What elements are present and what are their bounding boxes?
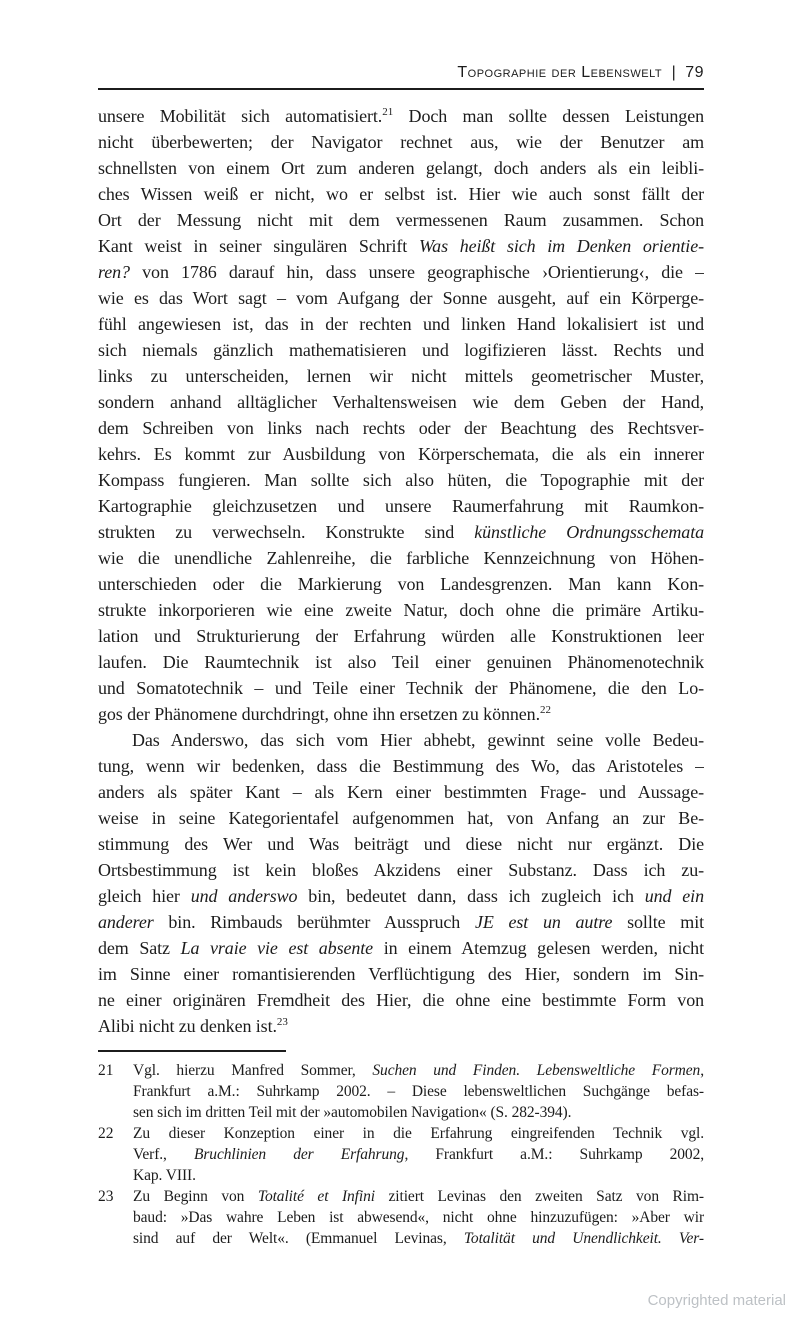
text-line: lation und Strukturierung der Erfahrung würden alle Konstruktionen leer xyxy=(98,626,704,646)
text-line: ne einer originären Fremdheit des Hier, die ohne eine bestimmte Form von xyxy=(98,990,704,1010)
text-line: ches Wissen weiß er nicht, wo er selbst ist. Hier wie auch sonst fällt der xyxy=(98,184,704,204)
text-line: anderer bin. Rimbauds berühmter Ausspruch JE est un autre sollte mit xyxy=(98,912,704,932)
header-separator-bar: | xyxy=(671,64,676,81)
paragraph xyxy=(98,727,704,1039)
text-line: kehrs. Es kommt zur Ausbildung von Körperschemata, die als ein innerer xyxy=(98,444,704,464)
text-line: Zu dieser Konzeption einer in die Erfahrung eingreifenden Technik vgl. xyxy=(133,1125,704,1142)
italic-text: und ein xyxy=(644,886,704,906)
footnotes xyxy=(98,1060,704,1249)
text-line: Das Anderswo, das sich vom Hier abhebt, gewinnt seine volle Bedeu- xyxy=(132,730,704,750)
text-line: Kant weist in seiner singulären Schrift Was heißt sich im Denken orientie- xyxy=(98,236,704,256)
text-line: strukten zu verwechseln. Konstrukte sind künstliche Ordnungsschemata xyxy=(98,522,704,542)
text-line: laufen. Die Raumtechnik ist also Teil einer genuinen Phänomenotechnik xyxy=(98,652,704,672)
text-line: Kap. VIII. xyxy=(133,1167,196,1184)
footnote xyxy=(98,1123,704,1186)
text-line: wie die unendliche Zahlenreihe, die farbliche Kennzeichnung von Höhen- xyxy=(98,548,704,568)
italic-text: La vraie vie est absente xyxy=(180,938,374,958)
footnote xyxy=(98,1186,704,1249)
italic-text: Suchen und Finden. Lebensweltliche Formen xyxy=(372,1062,701,1079)
text-line: nicht überbewerten; der Navigator rechnet aus, wie der Benutzer am xyxy=(98,132,704,152)
text-line: schnellsten von einem Ort zum anderen gelangt, doch anders als ein leibli- xyxy=(98,158,704,178)
running-header xyxy=(98,64,704,90)
footnote-number: 23 xyxy=(98,1188,114,1205)
page-number: 79 xyxy=(685,64,704,81)
text-line: Alibi nicht zu denken ist.$^{23}$ xyxy=(98,1016,288,1036)
italic-text: künstliche Ordnungsschemata xyxy=(474,522,704,542)
footnote xyxy=(98,1060,704,1123)
text-line: Kompass fungieren. Man sollte sich also hüten, die Topographie mit der xyxy=(98,470,704,490)
text-line: tung, wenn wir bedenken, dass die Bestimmung des Wo, das Aristoteles – xyxy=(98,756,704,776)
text-line: Frankfurt a.M.: Suhrkamp 2002. – Diese lebensweltlichen Suchgänge befas- xyxy=(133,1083,704,1100)
footnote-reference: 22 xyxy=(539,704,551,716)
text-line: strukte inkorporieren wie eine zweite Natur, doch ohne die primäre Artiku- xyxy=(98,600,704,620)
text-line: sondern anhand alltäglicher Verhaltensweisen wie dem Geben der Hand, xyxy=(98,392,704,412)
text-line: sich niemals gänzlich mathematisieren und logifizieren lässt. Rechts und xyxy=(98,340,704,360)
italic-text: Totalität und Unendlichkeit. Ver- xyxy=(463,1230,704,1247)
text-line: Ortsbestimmung ist kein bloßes Akzidens einer Substanz. Dass ich zu- xyxy=(98,860,704,880)
text-line: anders als später Kant – als Kern einer bestimmten Frage- und Aussage- xyxy=(98,782,704,802)
text-line: ren? von 1786 darauf hin, dass unsere geographische ›Orientierung‹, die – xyxy=(98,262,704,282)
footnote-reference: 21 xyxy=(382,106,394,118)
text-line: Kartographie gleichzusetzen und unsere Raumerfahrung mit Raumkon- xyxy=(98,496,704,516)
text-line: stimmung des Wer und Was beiträgt und diese nicht nur ergänzt. Die xyxy=(98,834,704,854)
text-line: Zu Beginn von Totalité et Infini zitiert Levinas den zweiten Satz von Rim- xyxy=(133,1188,704,1205)
body-text xyxy=(98,103,704,1039)
text-line: dem Schreiben von links nach rechts oder der Beachtung des Rechtsver- xyxy=(98,418,704,438)
italic-text: anderer xyxy=(98,912,154,932)
text-line: dem Satz La vraie vie est absente in einem Atemzug gelesen werden, nicht xyxy=(98,938,704,958)
copyright-watermark: Copyrighted material xyxy=(647,1292,786,1309)
italic-text: und anderswo xyxy=(190,886,298,906)
footnote-separator-rule xyxy=(98,1050,286,1052)
italic-text: Was heißt sich im Denken orientie- xyxy=(418,236,704,256)
running-header-title: Topographie der Lebenswelt xyxy=(457,64,663,81)
text-line: wie es das Wort sagt – vom Aufgang der Sonne ausgeht, auf ein Körperge- xyxy=(98,288,704,308)
footnote-number: 21 xyxy=(98,1062,114,1079)
text-line: im Sinne einer romantisierenden Verflüchtigung des Hier, sondern im Sin- xyxy=(98,964,704,984)
italic-text: Totalité et Infini xyxy=(257,1188,375,1205)
italic-text: ren? xyxy=(98,262,130,282)
text-line: gleich hier und anderswo bin, bedeutet dann, dass ich zugleich ich und ein xyxy=(98,886,704,906)
text-line: sen sich im dritten Teil mit der »automobilen Navigation« (S. 282-394). xyxy=(133,1104,572,1121)
text-line: unterschieden oder die Markierung von Landesgrenzen. Man kann Kon- xyxy=(98,574,704,594)
paragraph xyxy=(98,103,704,727)
text-line: gos der Phänomene durchdringt, ohne ihn ersetzen zu können.$^{22}$ xyxy=(98,704,551,724)
footnote-number: 22 xyxy=(98,1125,114,1142)
text-line: unsere Mobilität sich automatisiert.$^{21}$ Doch man sollte dessen Leistungen xyxy=(98,106,704,126)
text-line: Vgl. hierzu Manfred Sommer, Suchen und Finden. Lebensweltliche Formen, xyxy=(133,1062,704,1079)
italic-text: Bruchlinien der Erfahrung xyxy=(194,1146,405,1163)
italic-text: JE est un autre xyxy=(474,912,613,932)
text-line: Verf., Bruchlinien der Erfahrung, Frankfurt a.M.: Suhrkamp 2002, xyxy=(133,1146,704,1163)
text-line: sind auf der Welt«. (Emmanuel Levinas, Totalität und Unendlichkeit. Ver- xyxy=(133,1230,704,1247)
text-line: und Somatotechnik – und Teile einer Technik der Phänomene, die den Lo- xyxy=(98,678,704,698)
text-line: links zu unterscheiden, lernen wir nicht mittels geometrischer Muster, xyxy=(98,366,704,386)
text-line: fühl angewiesen ist, das in der rechten und linken Hand lokalisiert ist und xyxy=(98,314,704,334)
text-line: weise in seine Kategorientafel aufgenommen hat, von Anfang an zur Be- xyxy=(98,808,704,828)
text-line: baud: »Das wahre Leben ist abwesend«, nicht ohne hinzuzufügen: »Aber wir xyxy=(133,1209,704,1226)
footnote-reference: 23 xyxy=(276,1016,288,1028)
text-block xyxy=(98,64,704,1249)
text-line: Ort der Messung nicht mit dem vermessenen Raum zusammen. Schon xyxy=(98,210,704,230)
